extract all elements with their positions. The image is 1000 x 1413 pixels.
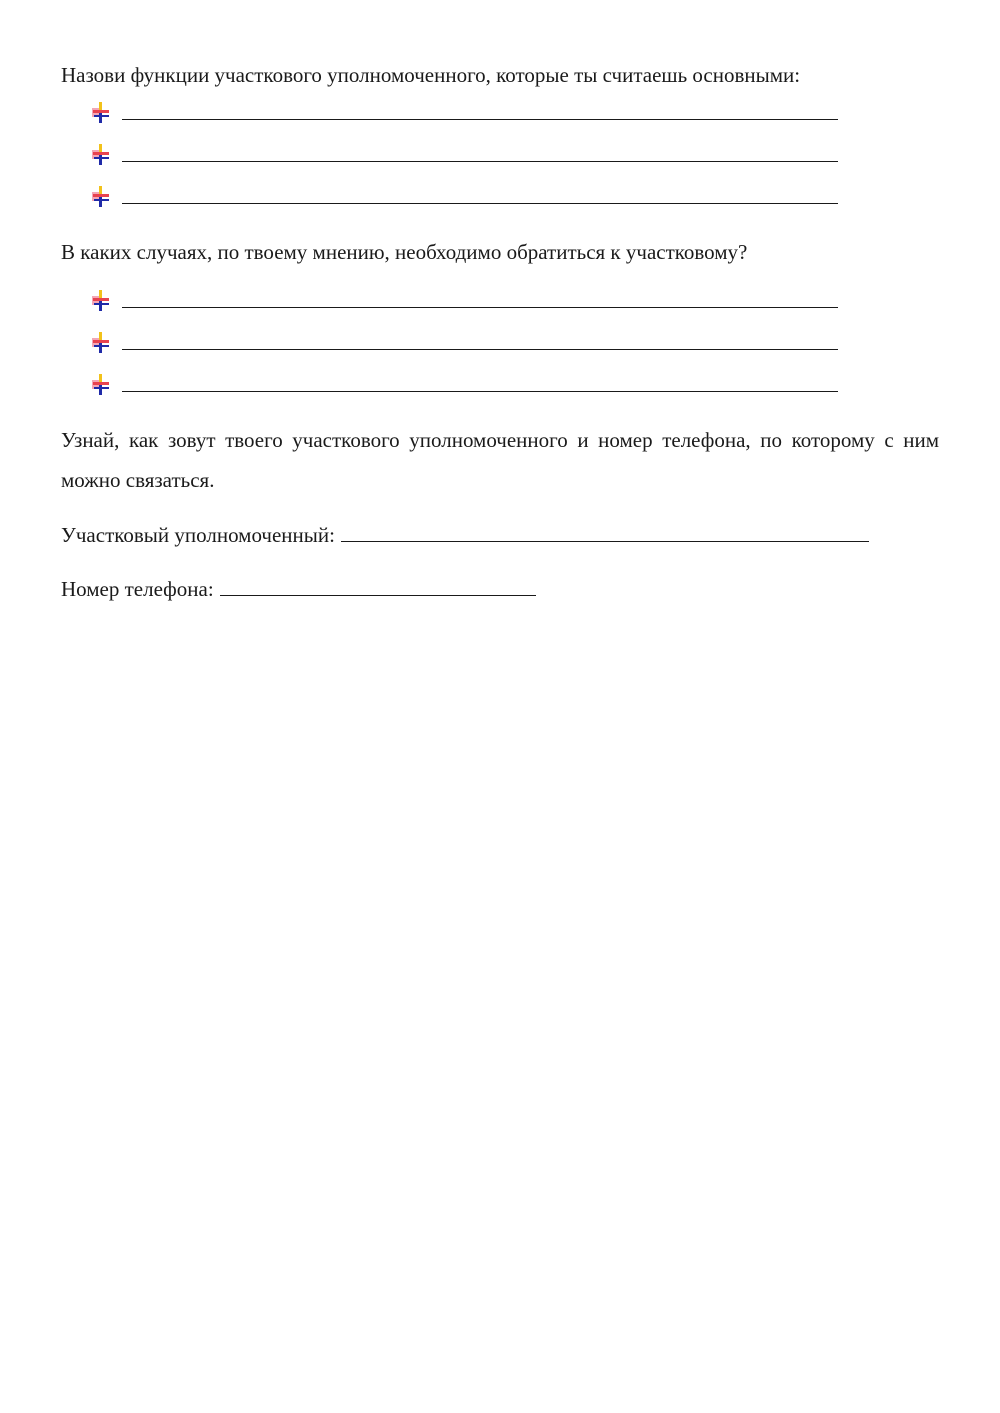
- bullet-cross-icon: [90, 290, 112, 312]
- answer-line[interactable]: [122, 161, 838, 162]
- answer-line[interactable]: [122, 307, 838, 308]
- list-item: [90, 177, 850, 219]
- list-item: [90, 365, 850, 407]
- bullet-cross-icon: [90, 374, 112, 396]
- phone-label: Номер телефона:: [61, 577, 214, 601]
- phone-field: [61, 569, 536, 609]
- list-item: [90, 135, 850, 177]
- answer-line[interactable]: [122, 203, 838, 204]
- answer-line[interactable]: [122, 119, 838, 120]
- question-functions: Назови функции участкового уполномоченного, которые ты считаешь основными:: [61, 63, 801, 87]
- list-item: [90, 281, 850, 323]
- list-item: [90, 93, 850, 135]
- list-item: [90, 323, 850, 365]
- instruction-find-officer: Узнай, как зовут твоего участкового уполномоченного и номер телефона, по которому с ним можно связаться.: [61, 428, 939, 492]
- answer-line[interactable]: [122, 349, 838, 350]
- bullet-cross-icon: [90, 332, 112, 354]
- cases-answer-list: [90, 281, 850, 407]
- officer-field: [61, 515, 869, 555]
- functions-answer-list: [90, 93, 850, 219]
- officer-input-line[interactable]: [341, 523, 869, 542]
- phone-input-line[interactable]: [220, 577, 536, 596]
- bullet-cross-icon: [90, 186, 112, 208]
- bullet-cross-icon: [90, 102, 112, 124]
- officer-label: Участковый уполномоченный:: [61, 523, 335, 547]
- question-when-contact: В каких случаях, по твоему мнению, необходимо обратиться к участковому?: [61, 240, 748, 264]
- answer-line[interactable]: [122, 391, 838, 392]
- bullet-cross-icon: [90, 144, 112, 166]
